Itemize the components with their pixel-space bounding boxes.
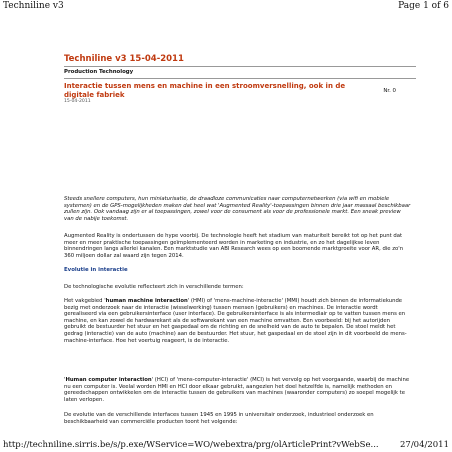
section-label: Production Technology [64, 69, 134, 75]
article-title: Techniline v3 15-04-2011 [64, 54, 184, 64]
text: Het vakgebied ' [64, 298, 106, 304]
paragraph-hci [64, 377, 412, 403]
paragraph: Augmented Reality is ondertussen de hype voorbij. De technologie heeft het stadium van maturiteit bereikt tot op het punt dat meer en meer praktische toepassingen geïmplementeerd worden in marketing en industrie, en zo het dagelijkse leven binnendringen langs allerlei kanalen. Een marktstudie van ABI Research wees op een boomende marktgroeite voor AR, die zo'n 360 miljoen dollar zal waard zijn tegen 2014. [64, 233, 404, 259]
text: ' (HMI) of 'mens-machine-interactie' (MMI) houdt zich binnen de informatiekunde bezig met onderzoek naar de interactie (wisselwerking) tussen mensen (gebruikers) en machines. De interactie wordt gerealiseerd via een gebruikersinterface (user interface). De gebruikersinterface is als intermediair op te vatten tussen mens en machine, en kan zowel de hardwarekant als de softwarekant van een machine omvatten. Een voorbeeld: bij het autorijden gebruikt de bestuurder het stuur en het gaspedaal om de richting en de snelheid van de auto te bepalen. De stoel meldt het gedrag (interactie) van de auto (machine) aan de bestuurder. Het stuur, het gaspedaal en de stoel zijn in dit voorbeeld de mens-machine-interface. Hoe het voertuig reageert, is de interactie. [64, 298, 407, 344]
headline: Interactie tussen mens en machine in een stroomversnelling, ook in de digitale fabriek [64, 82, 346, 99]
article-date: 15-04-2011 [64, 99, 91, 104]
paragraph-hmi [64, 298, 412, 344]
issue-number: Nr. 0 [383, 88, 396, 94]
divider [64, 78, 416, 79]
divider [64, 66, 416, 67]
term-hci: Human computer interaction [65, 377, 152, 383]
print-footer [0, 440, 452, 452]
footer-date: 27/04/2011 [400, 440, 449, 450]
header-left: Techniline v3 [3, 1, 64, 11]
text: ' [64, 377, 66, 383]
subheading: Evolutie in interactie [64, 267, 128, 273]
paragraph: De evolutie van de verschillende interfaces tussen 1945 en 1995 in universitair onderzoek, industrieel onderzoek en beschikbaarheid van commerciële producten toont het volgende: [64, 412, 374, 425]
text: ' (HCI) of 'mens-computer-interactie' (MCI) is het vervolg op het voorgaande, waarbij de machine nu een computer is. Veelal worden HMI en HCI door elkaar gebruikt, aangezien het doel hetzelfde is, namelijk methoden en gereedschappen ontwikkelen om de interactie tussen de gebruikers van machines (waaronder computers) zo soepel mogelijk te laten verlopen. [64, 377, 410, 403]
intro-paragraph: Steeds snellere computers, hun miniaturisatie, de draadloze communicaties naar computernetwerken (via wifi en mobiele systemen) en de GPS-mogelijkheden maken dat heel wat 'Augmented Reality'-toepassingen binnen drie jaar massaal beschikbaar zullen zijn. Ook vandaag zijn er al toepassingen, zowel voor de consument als voor de professionele markt. Een sneak preview van de nabije toekomst. [64, 196, 411, 222]
print-header [0, 0, 452, 14]
term-hmi: human machine interaction [105, 298, 188, 304]
footer-url: http://techniline.sirris.be/s/p.exe/WService=WO/webextra/prg/olArticlePrint?vWebSe... [3, 440, 379, 450]
header-page: Page 1 of 6 [398, 1, 449, 11]
paragraph: De technologische evolutie reflecteert zich in verschillende termen: [64, 284, 244, 290]
